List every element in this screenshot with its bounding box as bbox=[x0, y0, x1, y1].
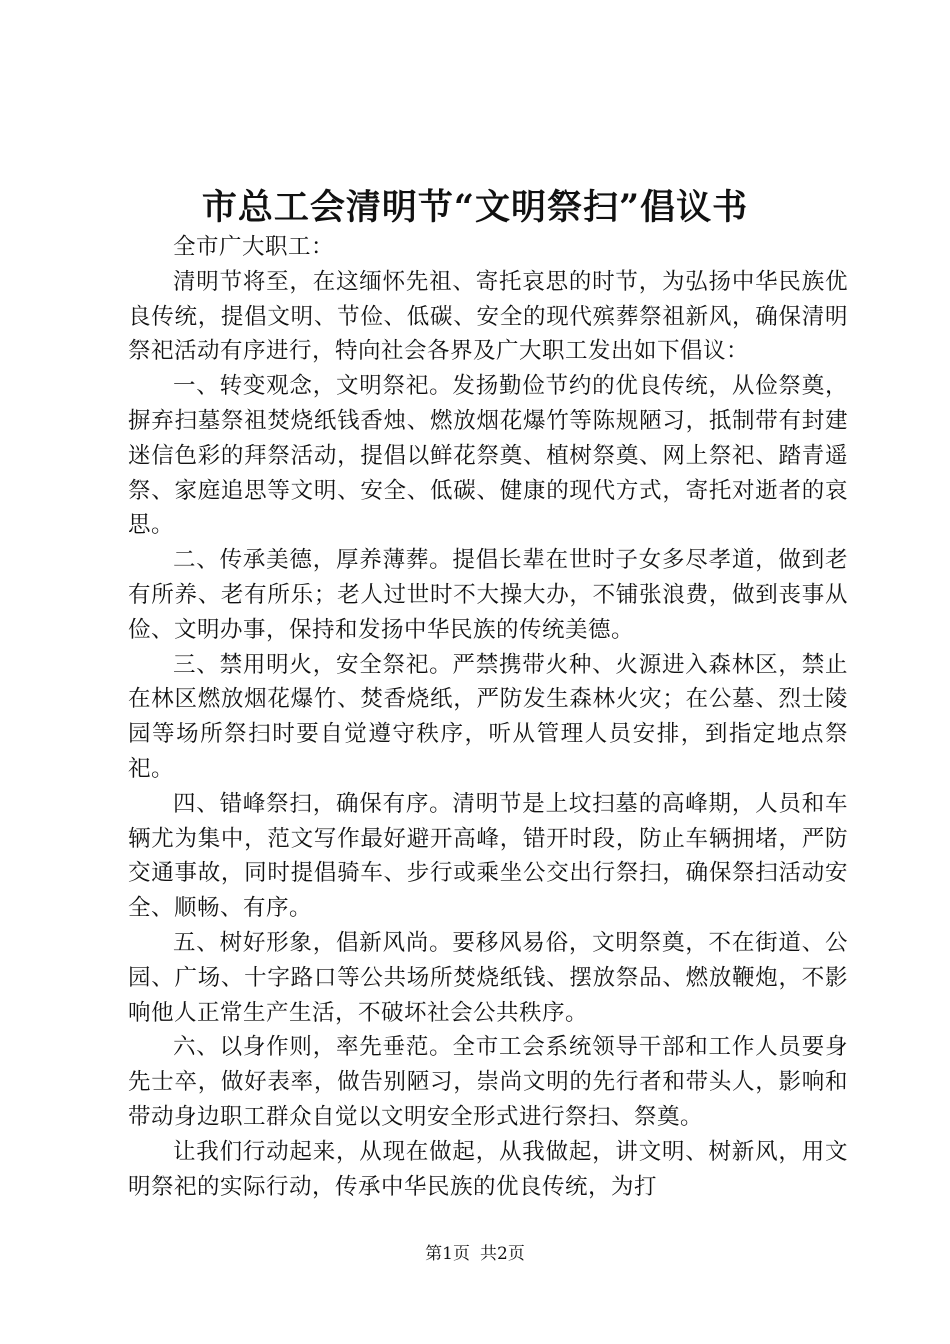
document-body bbox=[128, 230, 848, 1204]
paragraph-item-3: 三、禁用明火，安全祭祀。严禁携带火种、火源进入森林区，禁止在林区燃放烟花爆竹、焚香烧纸，严防发生森林火灾；在公墓、烈士陵园等场所祭扫时要自觉遵守秩序，听从管理人员安排，到指定地点祭祀。 bbox=[128, 651, 848, 782]
paragraph-closing: 让我们行动起来，从现在做起，从我做起，讲文明、树新风，用文明祭祀的实际行动，传承中华民族的优良传统，为打 bbox=[128, 1138, 848, 1200]
paragraph-item-6: 六、以身作则，率先垂范。全市工会系统领导干部和工作人员要身先士卒，做好表率，做告别陋习，崇尚文明的先行者和带头人，影响和带动身边职工群众自觉以文明安全形式进行祭扫、祭奠。 bbox=[128, 1034, 848, 1130]
paragraph-intro: 清明节将至，在这缅怀先祖、寄托哀思的时节，为弘扬中华民族优良传统，提倡文明、节俭、低碳、安全的现代殡葬祭祖新风，确保清明祭祀活动有序进行，特向社会各界及广大职工发出如下倡议： bbox=[128, 268, 848, 365]
page-number: 第1页 bbox=[425, 1244, 470, 1264]
paragraph-item-2: 二、传承美德，厚养薄葬。提倡长辈在世时子女多尽孝道，做到老有所养、老有所乐；老人过世时不大操大办，不铺张浪费，做到丧事从俭、文明办事，保持和发扬中华民族的传统美德。 bbox=[128, 547, 848, 643]
document-title: 市总工会清明节“文明祭扫”倡议书 bbox=[201, 187, 749, 228]
page-footer bbox=[0, 1242, 950, 1266]
paragraph-item-5: 五、树好形象，倡新风尚。要移风易俗，文明祭奠，不在街道、公园、广场、十字路口等公共场所焚烧纸钱、摆放祭品、燃放鞭炮，不影响他人正常生产生活，不破坏社会公共秩序。 bbox=[128, 929, 848, 1026]
salutation: 全市广大职工： bbox=[173, 234, 335, 260]
paragraph-item-1: 一、转变观念，文明祭祀。发扬勤俭节约的优良传统，从俭祭奠，摒弃扫墓祭祖焚烧纸钱香烛、燃放烟花爆竹等陈规陋习，抵制带有封建迷信色彩的拜祭活动，提倡以鲜花祭奠、植树祭奠、网上祭祀、踏青遥祭、家庭追思等文明、安全、低碳、健康的现代方式，寄托对逝者的哀思。 bbox=[128, 373, 848, 539]
paragraph-item-4: 四、错峰祭扫，确保有序。清明节是上坟扫墓的高峰期，人员和车辆尤为集中，范文写作最好避开高峰，错开时段，防止车辆拥堵，严防交通事故，同时提倡骑车、步行或乘坐公交出行祭扫，确保祭扫活动安全、顺畅、有序。 bbox=[128, 790, 848, 922]
page-total: 共2页 bbox=[480, 1244, 525, 1264]
